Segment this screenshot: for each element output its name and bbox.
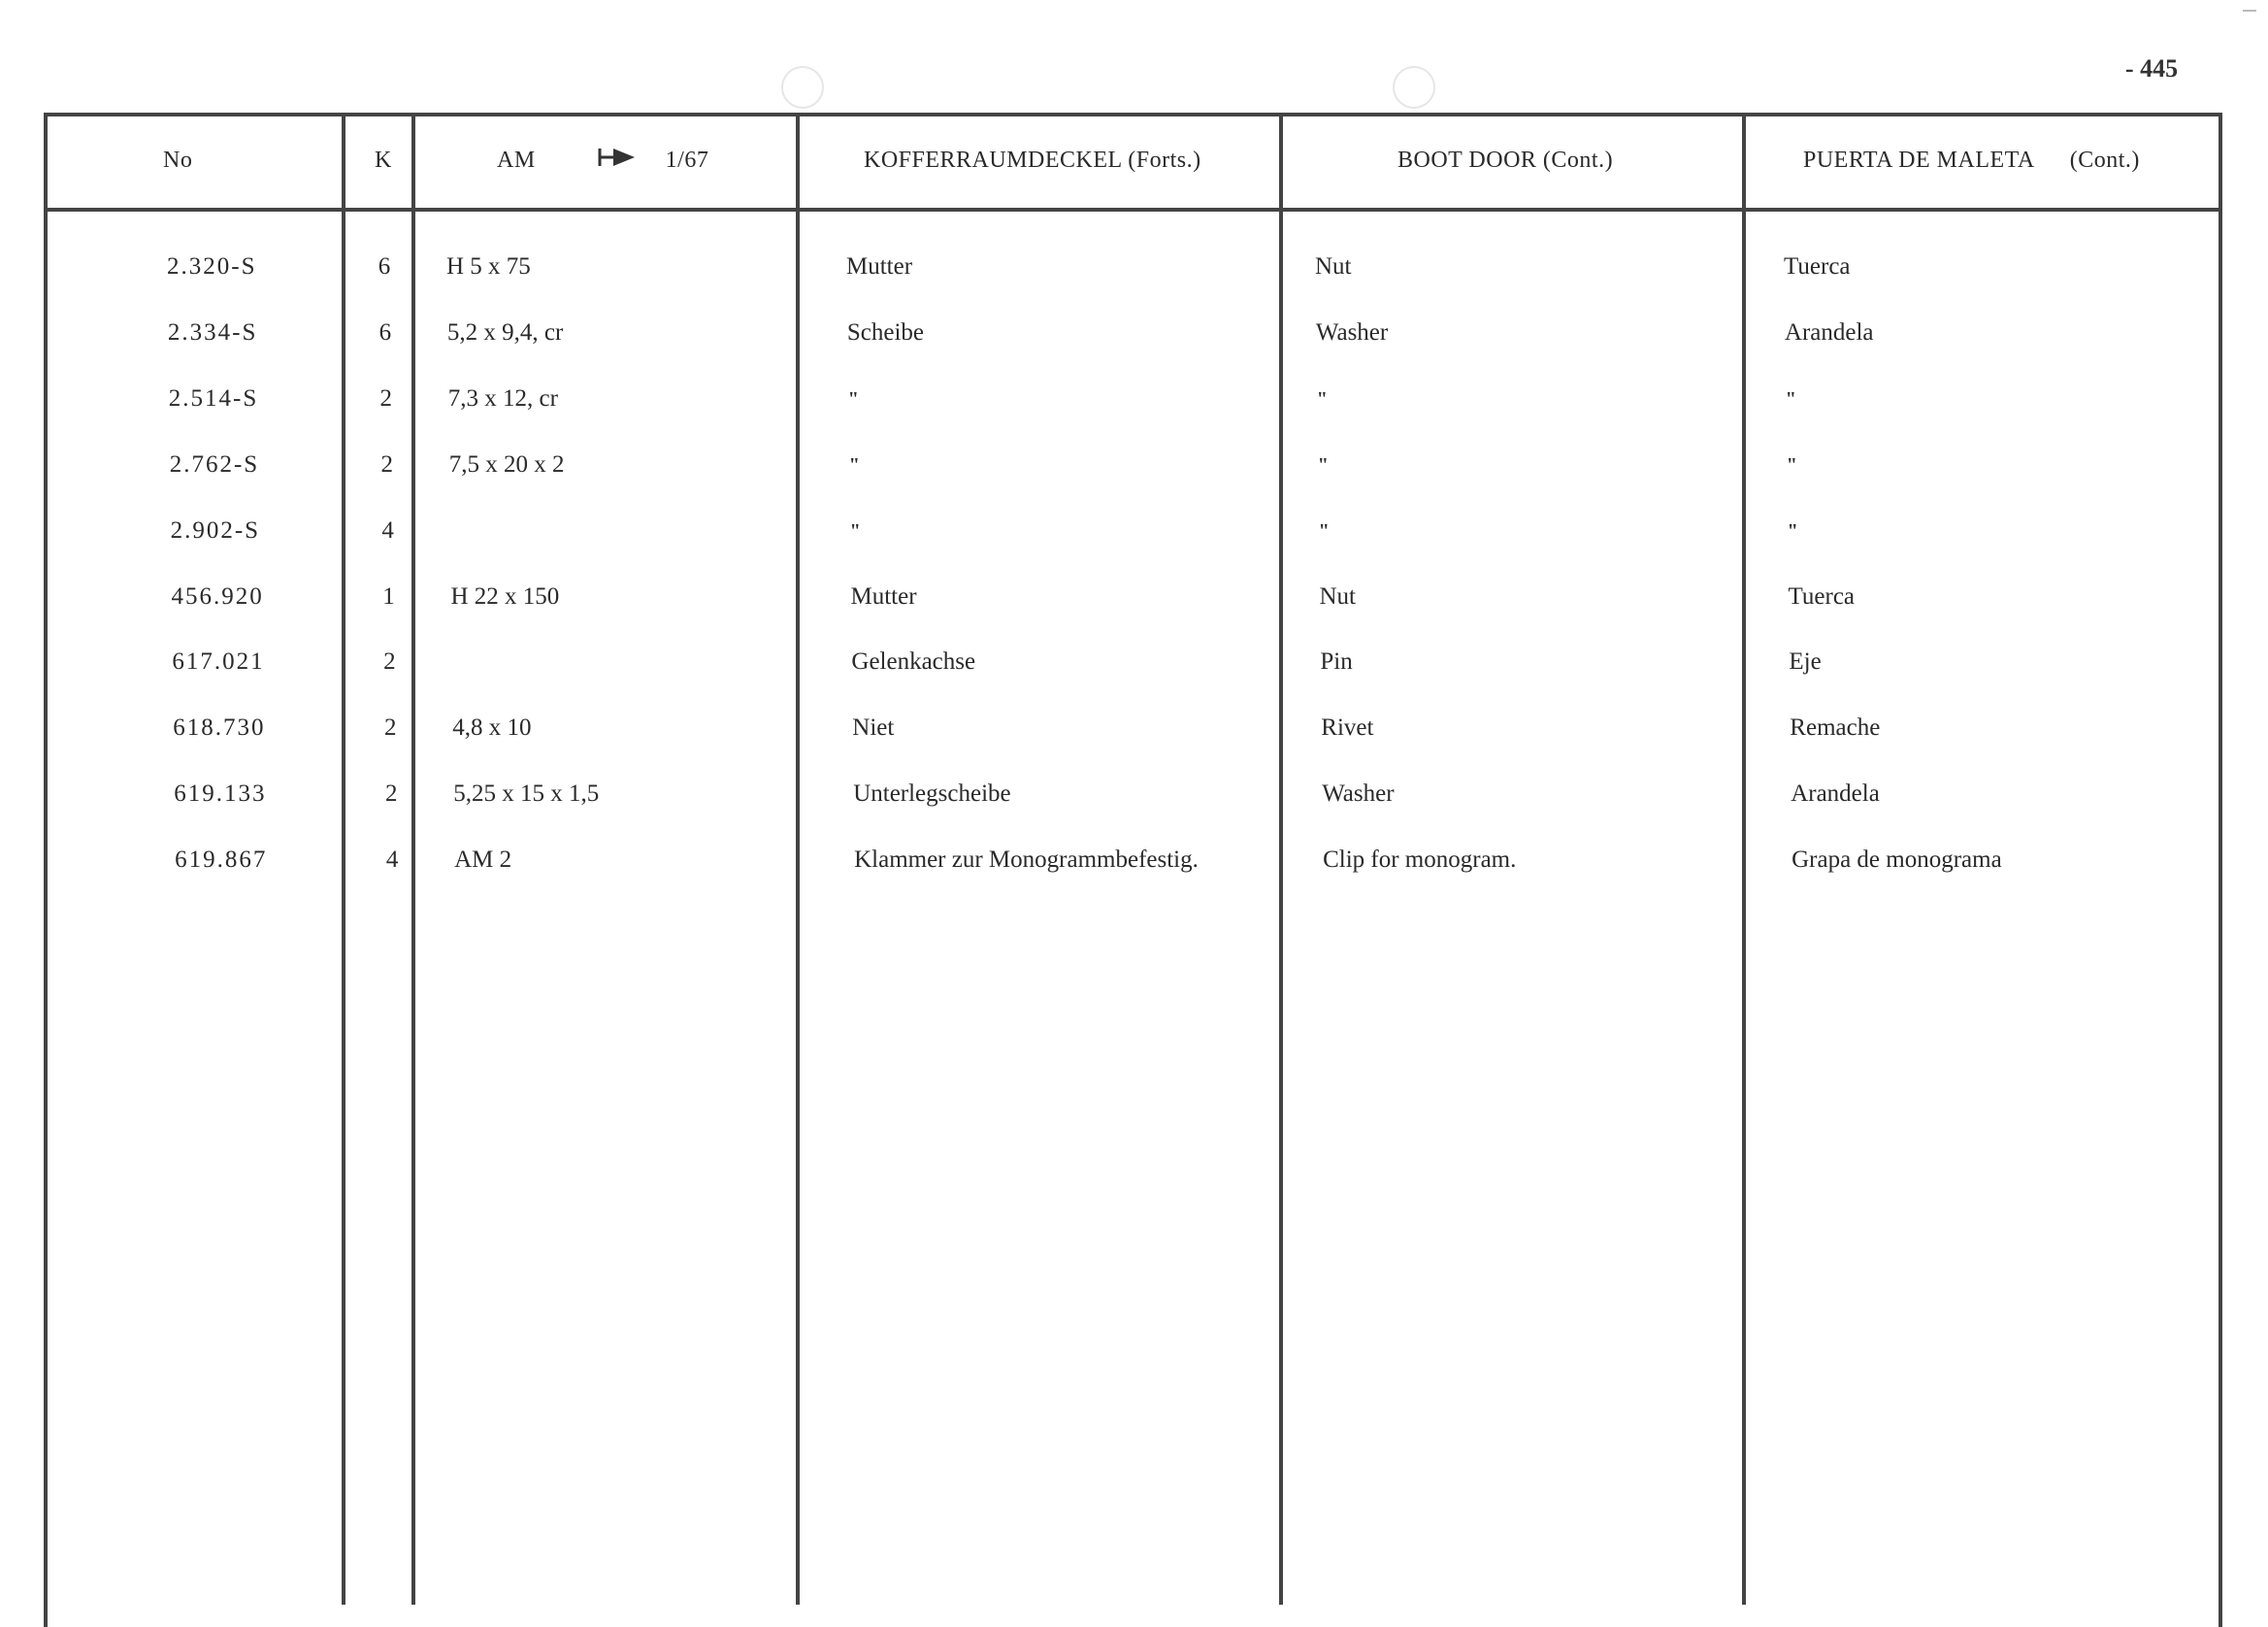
specification: AM 2 xyxy=(454,847,512,874)
description-german: " xyxy=(849,519,861,542)
quantity: 2 xyxy=(384,714,397,742)
quantity: 4 xyxy=(381,516,394,544)
description-english: Nut xyxy=(1315,253,1352,280)
part-number: 2.514-S xyxy=(168,384,259,412)
part-number: 618.730 xyxy=(173,714,266,742)
part-number: 2.320-S xyxy=(167,253,257,280)
header-k xyxy=(375,113,392,208)
header-english xyxy=(1397,113,1613,208)
description-spanish: Tuerca xyxy=(1788,582,1856,610)
header-am-date: 1/67 xyxy=(665,147,709,173)
quantity: 1 xyxy=(382,582,395,610)
specification: 4,8 x 10 xyxy=(452,714,532,742)
column-divider-am xyxy=(796,113,800,1605)
description-english: " xyxy=(1316,387,1328,410)
description-german: Gelenkachse xyxy=(851,648,976,676)
description-spanish: Arandela xyxy=(1784,318,1874,346)
quantity: 2 xyxy=(383,648,396,676)
punch-hole-right xyxy=(1393,66,1435,109)
column-divider-no xyxy=(342,113,345,1605)
specification: H 5 x 75 xyxy=(446,253,531,280)
header-separator xyxy=(44,208,2222,212)
description-english: " xyxy=(1317,453,1329,476)
header-k-label: K xyxy=(375,147,392,173)
description-spanish: Eje xyxy=(1789,648,1822,676)
header-spanish-label: PUERTA DE MALETA xyxy=(1803,147,2035,173)
description-german: Mutter xyxy=(850,582,917,610)
header-no-label: No xyxy=(163,147,193,173)
description-english: Clip for monogram. xyxy=(1323,847,1517,874)
quantity: 4 xyxy=(385,847,399,874)
description-english: Rivet xyxy=(1321,714,1374,742)
part-number: 456.920 xyxy=(171,582,264,610)
column-divider-k xyxy=(411,113,415,1605)
description-spanish: Arandela xyxy=(1791,780,1880,808)
quantity: 6 xyxy=(378,318,392,346)
quantity: 2 xyxy=(384,780,398,808)
header-am-label: AM xyxy=(497,147,536,173)
description-spanish: " xyxy=(1787,519,1798,542)
quantity: 2 xyxy=(379,384,393,412)
part-number: 2.334-S xyxy=(167,318,258,346)
description-english: Pin xyxy=(1320,648,1353,676)
description-german: Scheibe xyxy=(846,318,925,346)
part-number: 2.762-S xyxy=(169,450,260,478)
part-number: 619.867 xyxy=(175,847,268,874)
punch-hole-left xyxy=(781,66,824,109)
column-divider-english xyxy=(1742,113,1746,1605)
part-number: 2.902-S xyxy=(170,516,261,544)
quantity: 2 xyxy=(380,450,393,478)
specification: 5,2 x 9,4, cr xyxy=(446,318,564,346)
description-german: Niet xyxy=(852,714,895,742)
description-german: Klammer zur Monogrammbefestig. xyxy=(854,847,1199,874)
quantity: 6 xyxy=(378,253,391,280)
specification: H 22 x 150 xyxy=(450,582,560,610)
description-english: " xyxy=(1318,519,1330,542)
page-number: - 445 xyxy=(2125,54,2179,83)
description-spanish: Remache xyxy=(1790,714,1881,742)
header-spanish-cont: (Cont.) xyxy=(2069,147,2140,173)
specification: 7,5 x 20 x 2 xyxy=(448,450,565,478)
description-spanish: Grapa de monograma xyxy=(1791,847,2002,874)
description-german: Mutter xyxy=(846,253,913,280)
specification: 7,3 x 12, cr xyxy=(447,384,558,412)
header-german-label: KOFFERRAUMDECKEL (Forts.) xyxy=(864,147,1201,173)
description-german: " xyxy=(847,387,859,410)
description-english: Washer xyxy=(1315,318,1389,346)
header-no xyxy=(163,113,192,208)
part-number: 617.021 xyxy=(172,648,265,676)
description-spanish: Tuerca xyxy=(1784,253,1851,280)
arrow-right-icon xyxy=(598,147,637,175)
header-am xyxy=(497,113,708,208)
description-english: Washer xyxy=(1322,780,1395,808)
description-german: Unterlegscheibe xyxy=(853,780,1011,808)
corner-mark xyxy=(2243,10,2256,12)
part-number: 619.133 xyxy=(174,780,267,808)
description-spanish: " xyxy=(1786,453,1797,476)
description-spanish: " xyxy=(1785,387,1796,410)
description-german: " xyxy=(848,453,860,476)
header-german xyxy=(864,113,1201,208)
column-divider-german xyxy=(1279,113,1283,1605)
description-english: Nut xyxy=(1319,582,1356,610)
specification: 5,25 x 15 x 1,5 xyxy=(453,780,600,808)
header-spanish xyxy=(1803,113,2140,208)
header-english-label: BOOT DOOR (Cont.) xyxy=(1397,147,1614,173)
